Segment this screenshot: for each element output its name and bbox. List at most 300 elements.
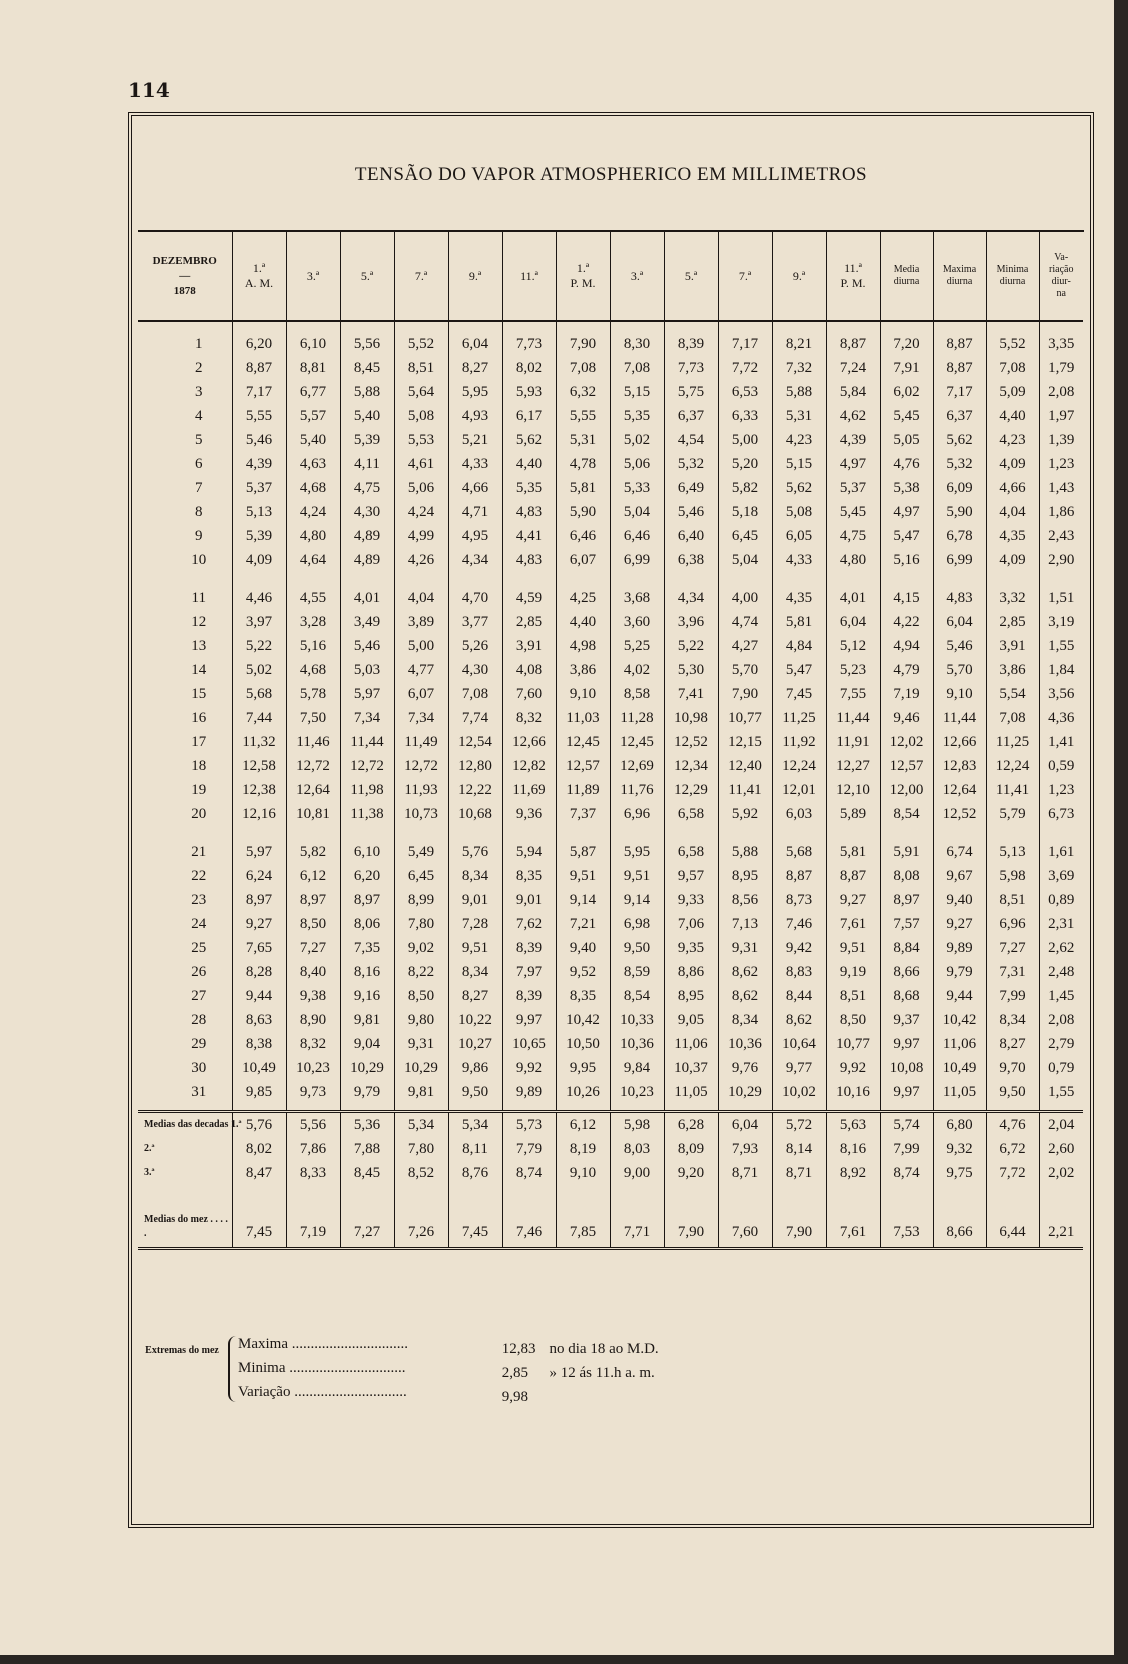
value-cell: 11,49 [394,730,448,754]
day-cell: 17 [191,733,207,750]
value-cell: 6,49 [664,476,718,500]
value-cell: 5,75 [664,380,718,404]
month-value: 7,26 [394,1185,448,1249]
table-row [138,1032,1083,1056]
value-cell: 5,57 [286,404,340,428]
value-cell: 10,33 [610,1008,664,1032]
value-cell: 2,48 [1039,960,1083,984]
value-cell: 12,52 [664,730,718,754]
value-cell: 7,34 [394,706,448,730]
month-value: 6,44 [986,1185,1039,1249]
month-value: 7,85 [556,1185,610,1249]
value-cell: 4,66 [448,476,502,500]
value-cell: 5,39 [232,524,286,548]
value-cell: 8,54 [880,802,933,826]
value-cell: 9,52 [556,960,610,984]
value-cell: 1,23 [1039,778,1083,802]
value-cell: 2,85 [502,610,556,634]
value-cell: 1,61 [1039,840,1083,864]
value-cell: 4,30 [448,658,502,682]
header-row [138,232,1083,321]
decade-value: 5,63 [826,1112,880,1138]
value-cell: 5,52 [986,332,1039,356]
value-cell: 5,46 [664,500,718,524]
value-cell: 8,73 [772,888,826,912]
value-cell: 8,62 [718,984,772,1008]
value-cell: 8,28 [232,960,286,984]
value-cell: 4,98 [556,634,610,658]
value-cell: 4,68 [286,476,340,500]
value-cell: 8,51 [986,888,1039,912]
month-value: 7,53 [880,1185,933,1249]
decade-value: 8,02 [232,1137,286,1161]
value-cell: 7,55 [826,682,880,706]
value-cell: 3,35 [1039,332,1083,356]
value-cell: 12,22 [448,778,502,802]
value-cell: 10,73 [394,802,448,826]
day-cell: 9 [195,527,203,544]
value-cell: 6,37 [933,404,986,428]
value-cell: 10,81 [286,802,340,826]
decade-value: 7,80 [394,1137,448,1161]
value-cell: 2,08 [1039,380,1083,404]
value-cell: 6,04 [933,610,986,634]
value-cell: 9,80 [394,1008,448,1032]
value-cell: 9,70 [986,1056,1039,1080]
value-cell: 8,51 [394,356,448,380]
value-cell: 5,68 [772,840,826,864]
value-cell: 11,03 [556,706,610,730]
value-cell: 4,62 [826,404,880,428]
value-cell: 9,92 [826,1056,880,1080]
value-cell: 5,97 [232,840,286,864]
value-cell: 7,08 [610,356,664,380]
value-cell: 5,15 [772,452,826,476]
value-cell: 12,72 [394,754,448,778]
value-cell: 9,02 [394,936,448,960]
value-cell: 9,33 [664,888,718,912]
decade-value: 8,19 [556,1137,610,1161]
value-cell: 4,33 [772,548,826,572]
value-cell: 11,44 [933,706,986,730]
value-cell: 6,46 [610,524,664,548]
value-cell: 5,76 [448,840,502,864]
value-cell: 8,39 [664,332,718,356]
value-cell: 7,74 [448,706,502,730]
value-cell: 4,39 [232,452,286,476]
value-cell: 6,98 [610,912,664,936]
value-cell: 8,50 [286,912,340,936]
value-cell: 6,32 [556,380,610,404]
extremes-label: Extremas do mez [145,1345,219,1356]
value-cell: 6,09 [933,476,986,500]
decade-value: 8,74 [502,1161,556,1185]
value-cell: 10,36 [610,1032,664,1056]
spacer-row [138,321,1083,332]
value-cell: 7,13 [718,912,772,936]
value-cell: 10,64 [772,1032,826,1056]
value-cell: 12,27 [826,754,880,778]
value-cell: 10,26 [556,1080,610,1104]
value-cell: 1,55 [1039,1080,1083,1104]
value-cell: 5,94 [502,840,556,864]
day-cell: 6 [195,455,203,472]
decade-value: 5,98 [610,1112,664,1138]
decade-value: 5,36 [340,1112,394,1138]
value-cell: 2,08 [1039,1008,1083,1032]
value-cell: 8,87 [933,356,986,380]
value-cell: 1,51 [1039,586,1083,610]
hour-header: 3.ª [610,232,664,321]
decade-label [138,1161,232,1185]
value-cell: 6,96 [610,802,664,826]
value-cell: 3,19 [1039,610,1083,634]
value-cell: 3,97 [232,610,286,634]
value-cell: 4,83 [502,548,556,572]
table-row [138,912,1083,936]
spacer-row [138,1104,1083,1112]
value-cell: 12,52 [933,802,986,826]
day-cell: 28 [191,1011,207,1028]
value-cell: 12,54 [448,730,502,754]
value-cell: 1,97 [1039,404,1083,428]
table-row [138,356,1083,380]
value-cell: 5,55 [232,404,286,428]
value-cell: 12,82 [502,754,556,778]
decade-value: 6,04 [718,1112,772,1138]
decade-label [138,1137,232,1161]
value-cell: 9,01 [502,888,556,912]
decade-row [138,1161,1083,1185]
value-cell: 1,43 [1039,476,1083,500]
value-cell: 4,09 [232,548,286,572]
value-cell: 4,34 [664,586,718,610]
value-cell: 11,44 [340,730,394,754]
value-cell: 7,72 [718,356,772,380]
value-cell: 9,86 [448,1056,502,1080]
table-row [138,888,1083,912]
value-cell: 12,29 [664,778,718,802]
value-cell: 5,82 [718,476,772,500]
value-cell: 9,38 [286,984,340,1008]
value-cell: 10,23 [286,1056,340,1080]
value-cell: 5,31 [772,404,826,428]
value-cell: 9,36 [502,802,556,826]
value-cell: 4,36 [1039,706,1083,730]
month-year-header: DEZEMBRO — 1878 [138,232,232,321]
hour-header: 11.ª [502,232,556,321]
value-cell: 9,92 [502,1056,556,1080]
value-cell: 5,46 [933,634,986,658]
hour-header: 9.ª [772,232,826,321]
day-cell: 3 [195,383,203,400]
value-cell: 5,90 [556,500,610,524]
value-cell: 10,16 [826,1080,880,1104]
value-cell: 6,37 [664,404,718,428]
value-cell: 5,02 [610,428,664,452]
value-cell: 10,49 [232,1056,286,1080]
value-cell: 7,65 [232,936,286,960]
stat-header: Maxima diurna [933,232,986,321]
day-cell: 20 [191,805,207,822]
value-cell: 4,26 [394,548,448,572]
value-cell: 5,81 [772,610,826,634]
value-cell: 3,68 [610,586,664,610]
value-cell: 12,45 [610,730,664,754]
value-cell: 7,50 [286,706,340,730]
decade-value: 8,52 [394,1161,448,1185]
value-cell: 9,27 [933,912,986,936]
value-cell: 9,01 [448,888,502,912]
value-cell: 7,60 [502,682,556,706]
value-cell: 8,59 [610,960,664,984]
value-cell: 9,95 [556,1056,610,1080]
value-cell: 5,35 [502,476,556,500]
value-cell: 7,97 [502,960,556,984]
table-row [138,840,1083,864]
table-title: TENSÃO DO VAPOR ATMOSPHERICO EM MILLIMETROS [354,164,868,185]
value-cell: 11,93 [394,778,448,802]
value-cell: 6,10 [340,840,394,864]
value-cell: 5,81 [826,840,880,864]
decade-value: 8,33 [286,1161,340,1185]
value-cell: 9,50 [610,936,664,960]
value-cell: 5,46 [340,634,394,658]
value-cell: 7,80 [394,912,448,936]
value-cell: 8,27 [986,1032,1039,1056]
value-cell: 9,37 [880,1008,933,1032]
value-cell: 9,27 [826,888,880,912]
value-cell: 7,32 [772,356,826,380]
table-frame [128,112,1094,1528]
value-cell: 4,89 [340,548,394,572]
value-cell: 8,66 [880,960,933,984]
value-cell: 4,80 [286,524,340,548]
value-cell: 9,10 [556,682,610,706]
day-cell: 30 [191,1059,207,1076]
decade-value: 4,76 [986,1112,1039,1138]
value-cell: 12,40 [718,754,772,778]
extreme-variacao: Variação .............................. 9,98 [238,1384,528,1405]
value-cell: 8,08 [880,864,933,888]
value-cell: 9,81 [340,1008,394,1032]
spacer-row [138,826,1083,840]
hour-header: 1.ª A. M. [232,232,286,321]
month-value: 7,45 [232,1185,286,1249]
value-cell: 7,27 [286,936,340,960]
value-cell: 4,64 [286,548,340,572]
value-cell: 5,12 [826,634,880,658]
value-cell: 7,08 [986,356,1039,380]
hour-header: 9.ª [448,232,502,321]
value-cell: 12,64 [933,778,986,802]
value-cell: 11,25 [986,730,1039,754]
value-cell: 4,83 [933,586,986,610]
day-cell: 1 [195,335,203,352]
decade-value: 9,20 [664,1161,718,1185]
value-cell: 5,62 [502,428,556,452]
value-cell: 5,37 [826,476,880,500]
value-cell: 6,33 [718,404,772,428]
value-cell: 7,21 [556,912,610,936]
decade-value: 8,14 [772,1137,826,1161]
value-cell: 4,24 [286,500,340,524]
value-cell: 5,02 [232,658,286,682]
vapor-tension-table [138,232,1083,1250]
value-cell: 5,33 [610,476,664,500]
value-cell: 9,79 [933,960,986,984]
table-row [138,524,1083,548]
value-cell: 5,64 [394,380,448,404]
value-cell: 6,07 [394,682,448,706]
value-cell: 9,42 [772,936,826,960]
value-cell: 4,59 [502,586,556,610]
value-cell: 7,08 [448,682,502,706]
value-cell: 4,84 [772,634,826,658]
decade-mark: 3.ª [144,1167,155,1178]
value-cell: 12,24 [986,754,1039,778]
decade-mark: 2.ª [144,1143,155,1154]
value-cell: 4,79 [880,658,933,682]
value-cell: 5,53 [394,428,448,452]
value-cell: 7,20 [880,332,933,356]
value-cell: 4,40 [986,404,1039,428]
decade-row [138,1112,1083,1138]
value-cell: 5,79 [986,802,1039,826]
value-cell: 10,36 [718,1032,772,1056]
value-cell: 5,03 [340,658,394,682]
value-cell: 10,42 [556,1008,610,1032]
hour-header: 11.ª P. M. [826,232,880,321]
value-cell: 8,06 [340,912,394,936]
value-cell: 4,23 [986,428,1039,452]
value-cell: 8,02 [502,356,556,380]
value-cell: 5,93 [502,380,556,404]
decade-value: 6,12 [556,1112,610,1138]
value-cell: 12,00 [880,778,933,802]
value-cell: 12,01 [772,778,826,802]
decade-value: 8,76 [448,1161,502,1185]
day-cell: 4 [195,407,203,424]
value-cell: 7,24 [826,356,880,380]
value-cell: 4,02 [610,658,664,682]
value-cell: 10,77 [718,706,772,730]
value-cell: 9,81 [394,1080,448,1104]
value-cell: 11,92 [772,730,826,754]
value-cell: 4,00 [718,586,772,610]
value-cell: 8,81 [286,356,340,380]
value-cell: 6,17 [502,404,556,428]
decade-value: 8,71 [772,1161,826,1185]
value-cell: 2,85 [986,610,1039,634]
value-cell: 10,27 [448,1032,502,1056]
value-cell: 9,40 [933,888,986,912]
value-cell: 12,83 [933,754,986,778]
table-row [138,706,1083,730]
value-cell: 9,89 [502,1080,556,1104]
value-cell: 6,20 [340,864,394,888]
value-cell: 11,41 [986,778,1039,802]
table-row [138,452,1083,476]
value-cell: 10,77 [826,1032,880,1056]
decade-value: 5,72 [772,1112,826,1138]
value-cell: 5,21 [448,428,502,452]
value-cell: 9,14 [556,888,610,912]
value-cell: 8,32 [502,706,556,730]
value-cell: 12,66 [502,730,556,754]
table-row [138,586,1083,610]
decade-value: 6,28 [664,1112,718,1138]
hour-header: 5.ª [340,232,394,321]
table-row [138,984,1083,1008]
value-cell: 9,97 [880,1032,933,1056]
value-cell: 4,76 [880,452,933,476]
value-cell: 7,45 [772,682,826,706]
value-cell: 12,64 [286,778,340,802]
value-cell: 5,00 [718,428,772,452]
value-cell: 7,19 [880,682,933,706]
value-cell: 5,06 [610,452,664,476]
value-cell: 8,84 [880,936,933,960]
value-cell: 2,31 [1039,912,1083,936]
value-cell: 4,11 [340,452,394,476]
value-cell: 7,99 [986,984,1039,1008]
value-cell: 8,34 [986,1008,1039,1032]
value-cell: 5,88 [340,380,394,404]
decade-value: 7,99 [880,1137,933,1161]
value-cell: 11,76 [610,778,664,802]
value-cell: 8,30 [610,332,664,356]
day-cell: 21 [191,843,207,860]
value-cell: 4,08 [502,658,556,682]
value-cell: 4,94 [880,634,933,658]
decade-value: 8,11 [448,1137,502,1161]
value-cell: 8,16 [340,960,394,984]
month-value: 7,61 [826,1185,880,1249]
decade-value: 8,03 [610,1137,664,1161]
value-cell: 4,63 [286,452,340,476]
value-cell: 12,69 [610,754,664,778]
value-cell: 5,04 [718,548,772,572]
table-row [138,1056,1083,1080]
value-cell: 4,54 [664,428,718,452]
value-cell: 3,32 [986,586,1039,610]
value-cell: 4,89 [340,524,394,548]
value-cell: 3,56 [1039,682,1083,706]
month-value: 7,19 [286,1185,340,1249]
value-cell: 5,45 [880,404,933,428]
value-cell: 9,76 [718,1056,772,1080]
value-cell: 11,28 [610,706,664,730]
value-cell: 8,39 [502,984,556,1008]
value-cell: 5,00 [394,634,448,658]
value-cell: 4,41 [502,524,556,548]
value-cell: 4,75 [826,524,880,548]
value-cell: 4,15 [880,586,933,610]
month-mean-row [138,1185,1083,1249]
value-cell: 5,88 [718,840,772,864]
value-cell: 12,58 [232,754,286,778]
value-cell: 5,89 [826,802,880,826]
month-mean-label: Medias do mez . . . . . [138,1185,232,1249]
value-cell: 8,50 [394,984,448,1008]
value-cell: 1,23 [1039,452,1083,476]
value-cell: 8,21 [772,332,826,356]
decade-value: 8,16 [826,1137,880,1161]
table-row [138,610,1083,634]
stat-header: Va- riação diur- na [1039,232,1083,321]
value-cell: 7,28 [448,912,502,936]
